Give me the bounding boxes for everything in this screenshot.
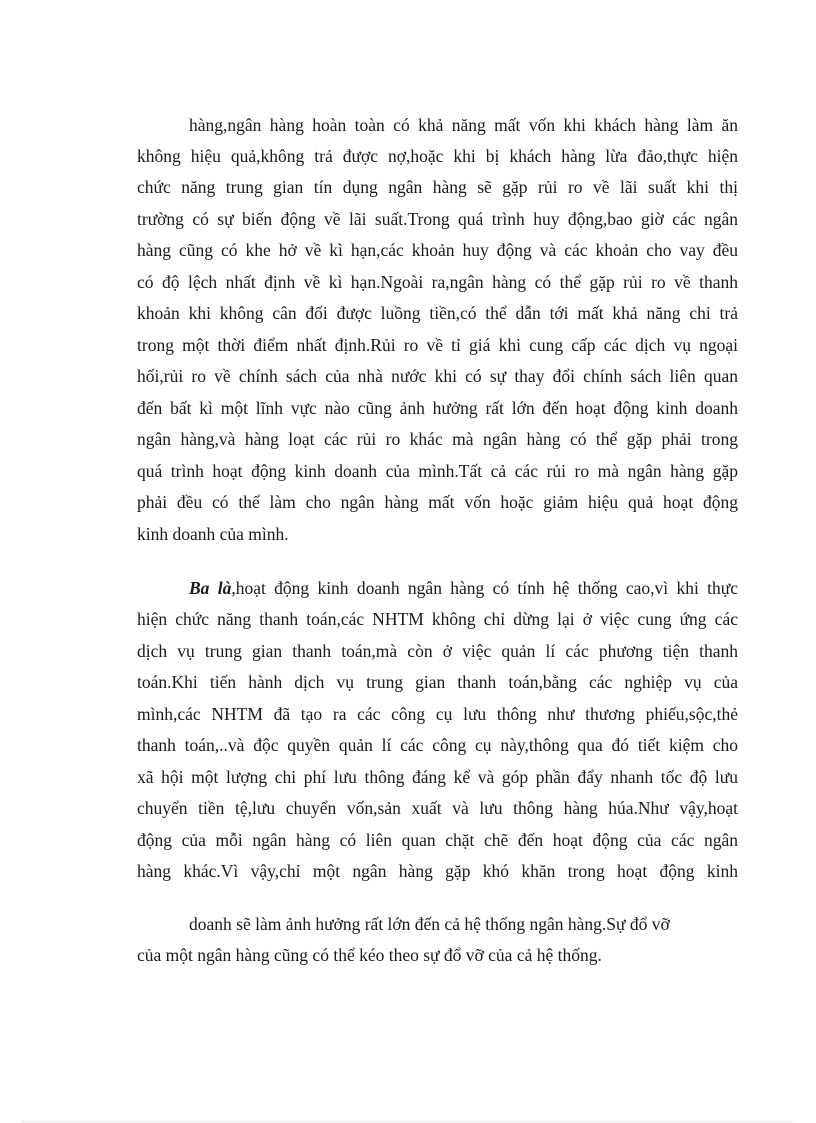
text-line: toán.Khi tiến hành dịch vụ trung gian thanh toán,bằng các nghiệp vụ của [137,672,738,692]
text-line: chuyển tiền tệ,lưu chuyển vốn,sản xuất và lưu thông hàng húa.Như vậy,hoạt [137,798,738,818]
text-line: hối,rủi ro về chính sách của nhà nước khi có sự thay đổi chính sách liên quan [137,366,738,386]
text-line: có độ lệch nhất định về kì hạn.Ngoài ra,ngân hàng có thể gặp rủi ro về thanh [137,272,738,292]
text-line: xã hội một lượng chi phí lưu thông đáng kể và góp phần đẩy nhanh tốc độ lưu [137,767,738,787]
text-line: trường có sự biến động về lãi suất.Trong quá trình huy động,bao giờ các ngân [137,209,738,229]
text-line: hàng khác.Vì vậy,chỉ một ngân hàng gặp khó khăn trong hoạt động kinh [137,861,738,881]
text-line: doanh sẽ làm ảnh hưởng rất lớn đến cả hệ thống ngân hàng.Sự đổ vỡ [189,914,670,934]
text-line: không hiệu quả,không trả được nợ,hoặc khi bị khách hàng lừa đảo,thực hiện [137,146,738,166]
text-line: hàng cũng có khe hở về kì hạn,các khoản huy động và các khoản cho vay đều [137,240,738,260]
text-line: thanh toán,..và độc quyền quản lí các công cụ này,thông qua đó tiết kiệm cho [137,735,738,755]
text-line [189,574,738,602]
text-line: chức năng trung gian tín dụng ngân hàng sẽ gặp rủi ro về lãi suất khi thị [137,177,738,197]
text-line: mình,các NHTM đã tạo ra các công cụ lưu thông như thương phiếu,sộc,thẻ [137,704,738,724]
text-fragment: ,hoạt động kinh doanh ngân hàng có tính hệ thống cao,vì khi thực [231,578,738,598]
text-line: trong một thời điểm nhất định.Rủi ro về tỉ giá khi cung cấp các dịch vụ ngoại [137,335,738,355]
text-line: động của mỗi ngân hàng có liên quan chặt chẽ đến hoạt động của các ngân [137,830,738,850]
text-line: của một ngân hàng cũng có thể kéo theo sự đổ vỡ của cả hệ thống. [137,945,602,965]
page-bottom-divider [22,1121,794,1122]
text-line: đến bất kì một lĩnh vực nào cũng ảnh hưởng rất lớn đến hoạt động kinh doanh [137,398,738,418]
text-line: dịch vụ trung gian thanh toán,mà còn ở việc quản lí các phương tiện thanh [137,641,738,661]
lead-phrase: Ba là [189,578,232,598]
text-line: ngân hàng,và hàng loạt các rủi ro khác mà ngân hàng có thể gặp phải trong [137,429,738,449]
text-line: khoản khi không cân đối được luồng tiền,có thể dẫn tới mất khả năng chi trả [137,303,738,323]
text-line: quá trình hoạt động kinh doanh của mình.Tất cả các rủi ro mà ngân hàng gặp [137,461,738,481]
text-line: kinh doanh của mình. [137,524,289,544]
text-line: hàng,ngân hàng hoàn toàn có khả năng mất vốn khi khách hàng làm ăn [189,115,738,135]
text-line: phải đều có thể làm cho ngân hàng mất vốn hoặc giảm hiệu quả hoạt động [137,492,738,512]
text-line: hiện chức năng thanh toán,các NHTM không chỉ dừng lại ở việc cung ứng các [137,609,738,629]
